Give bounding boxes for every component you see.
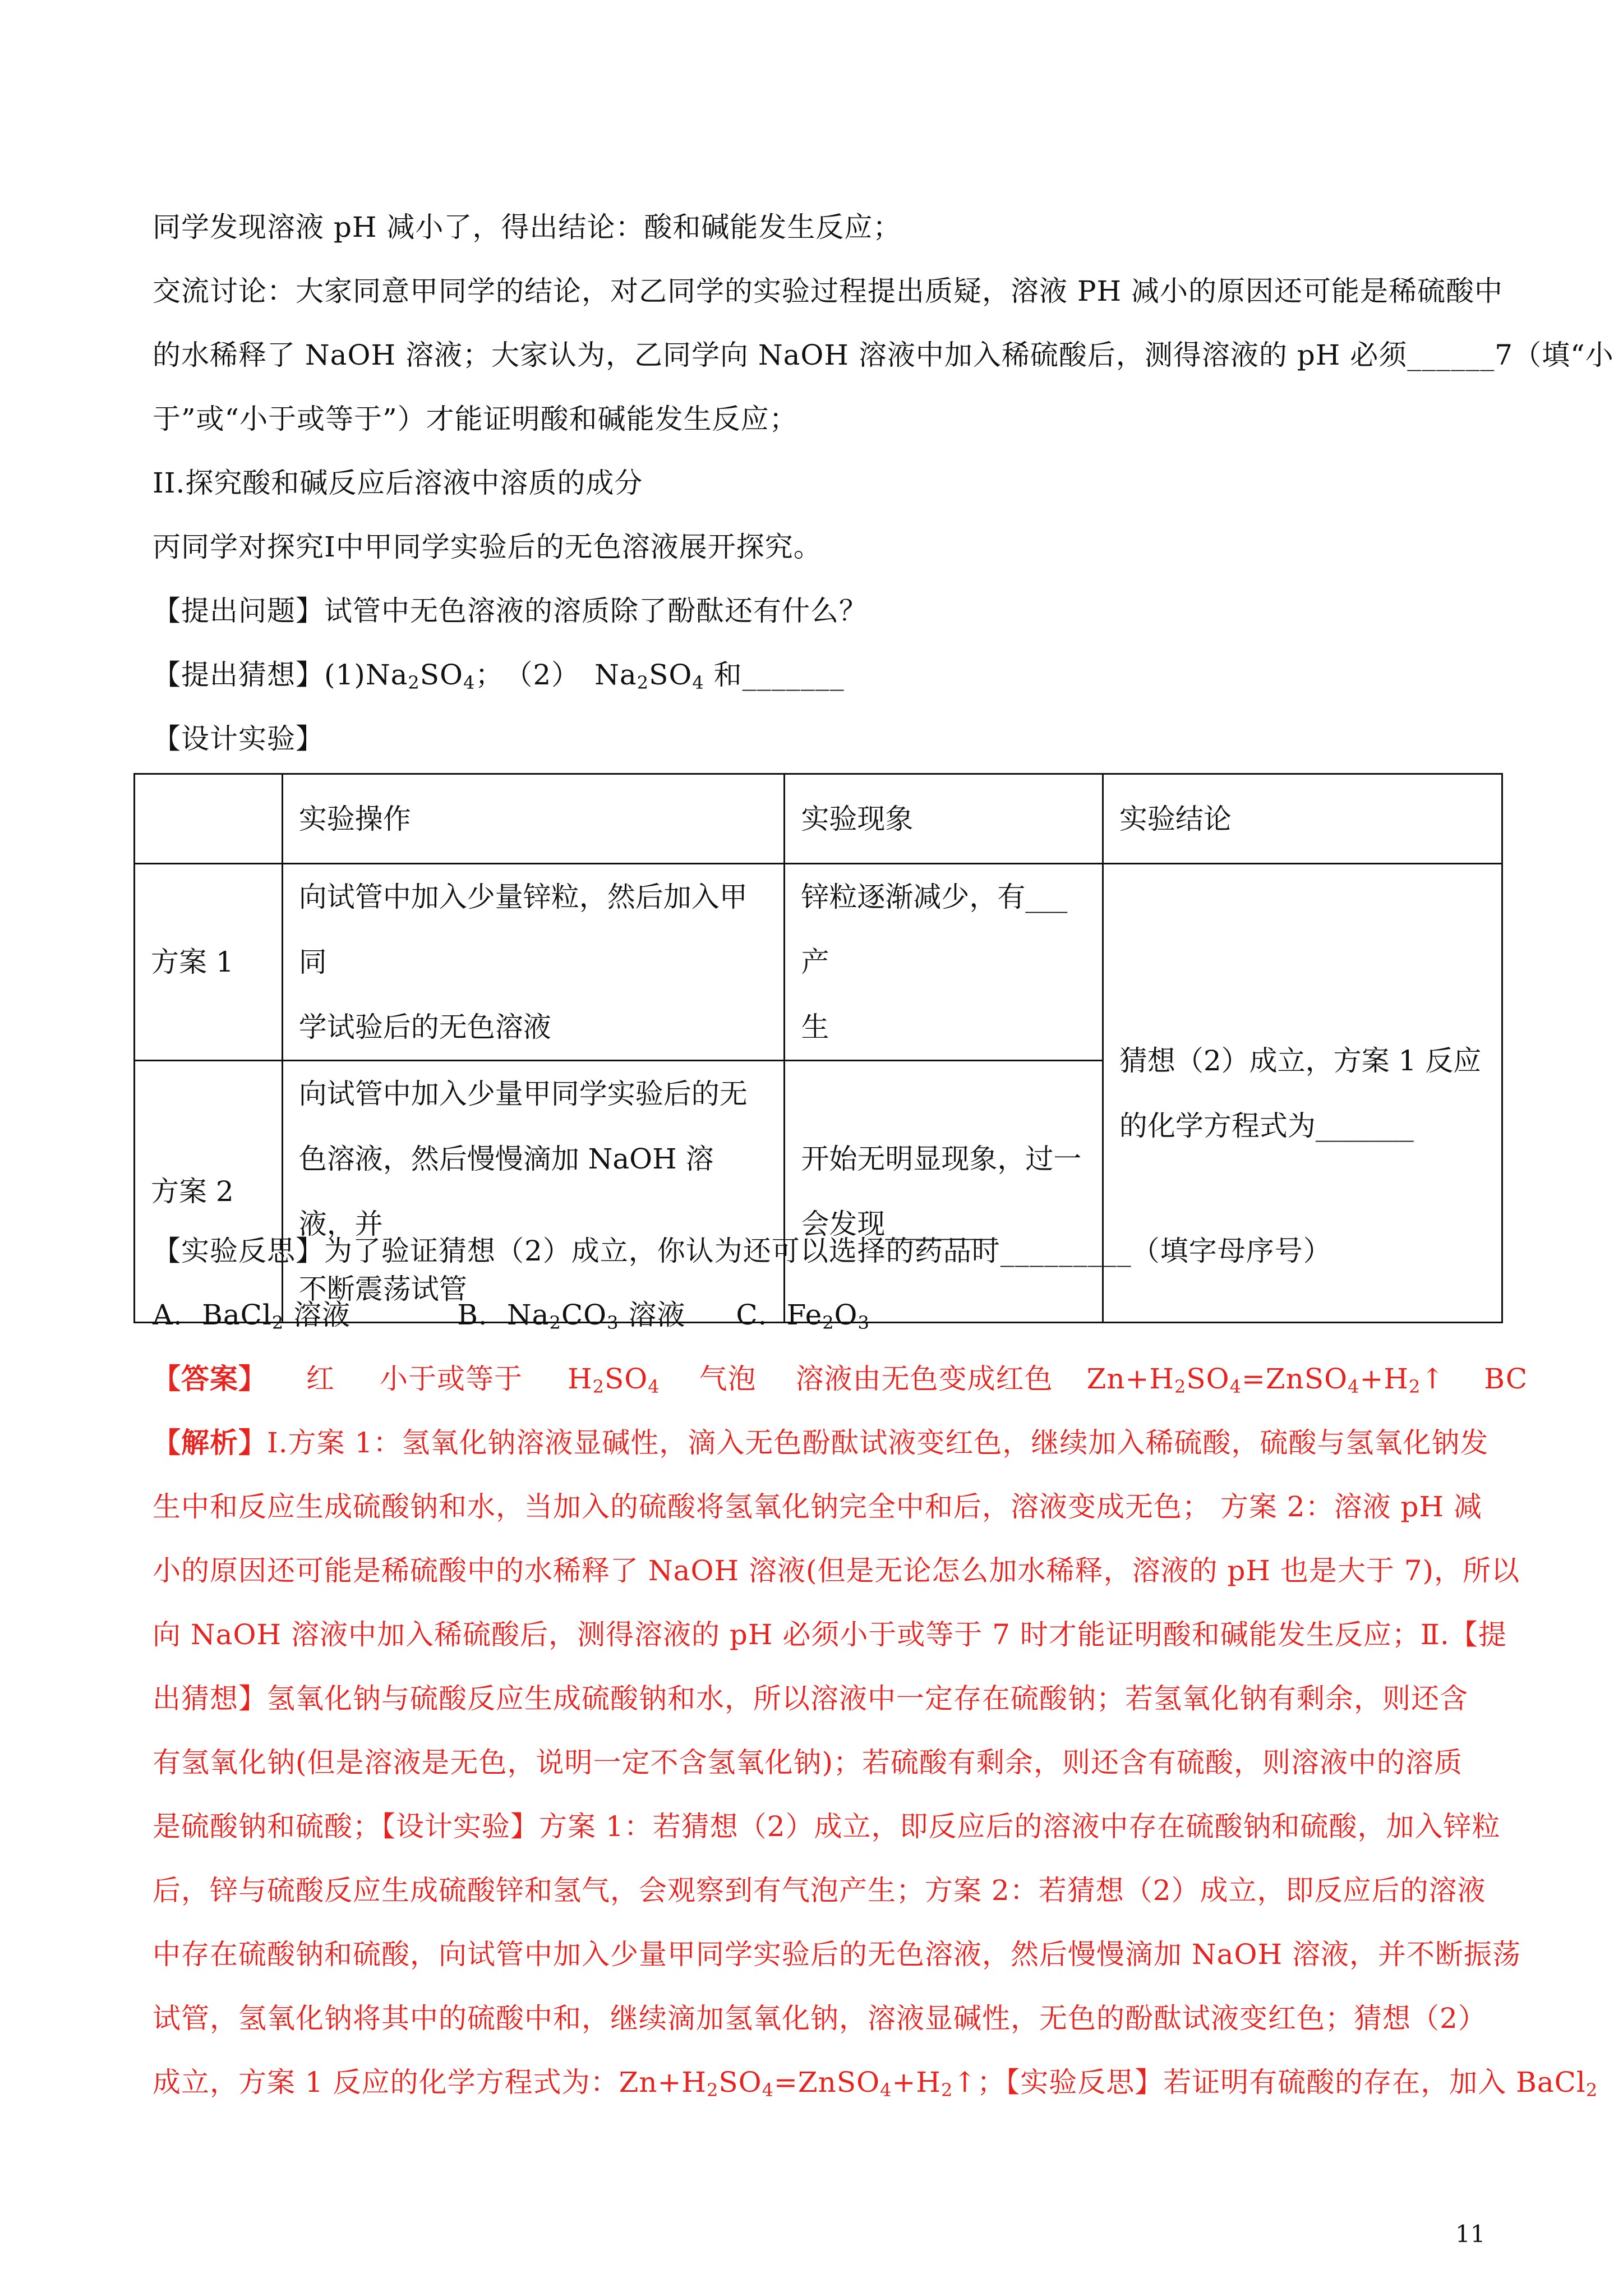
answer-item: BC: [1484, 1363, 1528, 1395]
operation-text: 向试管中加入少量甲同学实验后的无: [298, 1078, 748, 1110]
phenomenon-cell: [785, 1061, 1103, 1323]
table-header-cell: 实验现象: [785, 774, 1103, 864]
phenomenon-cell: [785, 864, 1103, 1061]
analysis-line: 出猜想】氢氧化钠与硫酸反应生成硫酸钠和水，所以溶液中一定存在硫酸钠；若氢氧化钠有剩余，则还含: [153, 1682, 1468, 1715]
answer-item: 红: [306, 1363, 335, 1395]
design-heading: 【设计实验】: [153, 723, 324, 755]
text-line: 同学发现溶液 pH 减小了，得出结论：酸和碱能发生反应；: [153, 211, 902, 243]
operation-text: 不断震荡试管: [298, 1273, 467, 1305]
table-row: [135, 864, 1502, 1061]
phenomenon-text: 锌粒逐渐减少，有___产: [801, 881, 1068, 978]
option-a: A．BaCl$_2$ 溶液: [153, 1299, 351, 1333]
answer-item: 小于或等于: [380, 1363, 523, 1395]
conclusion-text: 的化学方程式为_______: [1119, 1109, 1414, 1142]
analysis-line: 中存在硫酸钠和硫酸，向试管中加入少量甲同学实验后的无色溶液，然后慢慢滴加 NaOH 溶液，并不断振荡: [153, 1938, 1521, 1971]
answer-equation: $Zn+H_2SO_4=ZnSO_4+H_2↑$: [1086, 1363, 1445, 1397]
option-b: B．$Na_2CO_3$ 溶液: [457, 1299, 686, 1333]
phenomenon-text: 会发现________: [801, 1208, 998, 1240]
answer-line: [153, 1362, 1528, 1397]
reflection-line: 【实验反思】为了验证猜想（2）成立，你认为还可以选择的药品时_________（填字母序号）: [153, 1235, 1332, 1267]
operation-text: 向试管中加入少量锌粒，然后加入甲同: [298, 881, 748, 978]
analysis-line: 成立，方案 1 反应的化学方程式为：$Zn+H_2SO_4=ZnSO_4+H_2↑$；【实验反思】若证明有硫酸的存在，加入 BaCl$_2$: [153, 2066, 1598, 2101]
question-line: 【提出问题】试管中无色溶液的溶质除了酚酞还有什么？: [153, 595, 868, 627]
text-line: 的水稀释了 NaOH 溶液；大家认为，乙同学向 NaOH 溶液中加入稀硫酸后，测得溶液的 pH 必须______7（填“小: [153, 339, 1614, 371]
conclusion-text: 猜想（2）成立，方案 1 反应: [1119, 1044, 1482, 1077]
answer-item: $H_2SO_4$: [568, 1363, 660, 1397]
answer-tag: 【答案】: [153, 1362, 267, 1395]
analysis-line: 生中和反应生成硫酸钠和水，当加入的硫酸将氢氧化钠完全中和后，溶液变成无色； 方案 2：溶液 pH 减: [153, 1490, 1482, 1523]
option-c: C．$Fe_2O_3$: [736, 1299, 870, 1333]
page-number: 11: [1455, 2220, 1486, 2248]
operation-cell: [282, 864, 785, 1061]
text-line: 于”或“小于或等于”）才能证明酸和碱能发生反应；: [153, 403, 798, 435]
table-header-cell: [135, 774, 283, 864]
operation-text: 色溶液，然后慢慢滴加 NaOH 溶液，并: [298, 1143, 714, 1240]
answer-item: 气泡: [699, 1363, 757, 1395]
table-header-cell: 实验结论: [1103, 774, 1502, 864]
table-header-row: [135, 774, 1502, 864]
phenomenon-text: 生: [801, 1011, 829, 1043]
answer-item: 溶液由无色变成红色: [795, 1363, 1053, 1395]
plan-label: 方案 1: [135, 864, 283, 1061]
text-line: 丙同学对探究Ⅰ中甲同学实验后的无色溶液展开探究。: [153, 531, 822, 563]
analysis-line: 有氢氧化钠(但是溶液是无色，说明一定不含氢氧化钠)；若硫酸有剩余，则还含有硫酸，则溶液中的溶质: [153, 1746, 1463, 1779]
plan-label: 方案 2: [135, 1061, 283, 1323]
analysis-line: 是硫酸钠和硫酸；【设计实验】方案 1：若猜想（2）成立，即反应后的溶液中存在硫酸钠和硫酸，加入锌粒: [153, 1810, 1501, 1843]
analysis-line: 【解析】Ⅰ.方案 1：氢氧化钠溶液显碱性，滴入无色酚酞试液变红色，继续加入稀硫酸，硫酸与氢氧化钠发: [153, 1426, 1489, 1459]
operation-text: 学试验后的无色溶液: [298, 1011, 551, 1043]
table-header-cell: 实验操作: [282, 774, 785, 864]
section-heading: II.探究酸和碱反应后溶液中溶质的成分: [153, 467, 643, 499]
options-line: [153, 1298, 1498, 1332]
analysis-line: 向 NaOH 溶液中加入稀硫酸后，测得溶液的 pH 必须小于或等于 7 时才能证明酸和碱能发生反应；Ⅱ.【提: [153, 1618, 1507, 1651]
hypothesis-line: 【提出猜想】$(1)Na_2SO_4$； （2） $Na_2SO_4$ 和_______: [153, 659, 845, 693]
analysis-line: 后，锌与硫酸反应生成硫酸锌和氢气，会观察到有气泡产生；方案 2：若猜想（2）成立，即反应后的溶液: [153, 1874, 1486, 1907]
text-line: 交流讨论：大家同意甲同学的结论，对乙同学的实验过程提出质疑，溶液 PH 减小的原因还可能是稀硫酸中: [153, 275, 1504, 307]
analysis-line: 小的原因还可能是稀硫酸中的水稀释了 NaOH 溶液(但是无论怎么加水稀释，溶液的 pH 也是大于 7)，所以: [153, 1554, 1520, 1587]
operation-cell: [282, 1061, 785, 1323]
analysis-line: 试管，氢氧化钠将其中的硫酸中和，继续滴加氢氧化钠，溶液显碱性，无色的酚酞试液变红色；猜想（2）: [153, 2002, 1487, 2035]
analysis-tag: 【解析】: [153, 1426, 267, 1459]
phenomenon-text: 开始无明显现象，过一: [801, 1143, 1082, 1175]
